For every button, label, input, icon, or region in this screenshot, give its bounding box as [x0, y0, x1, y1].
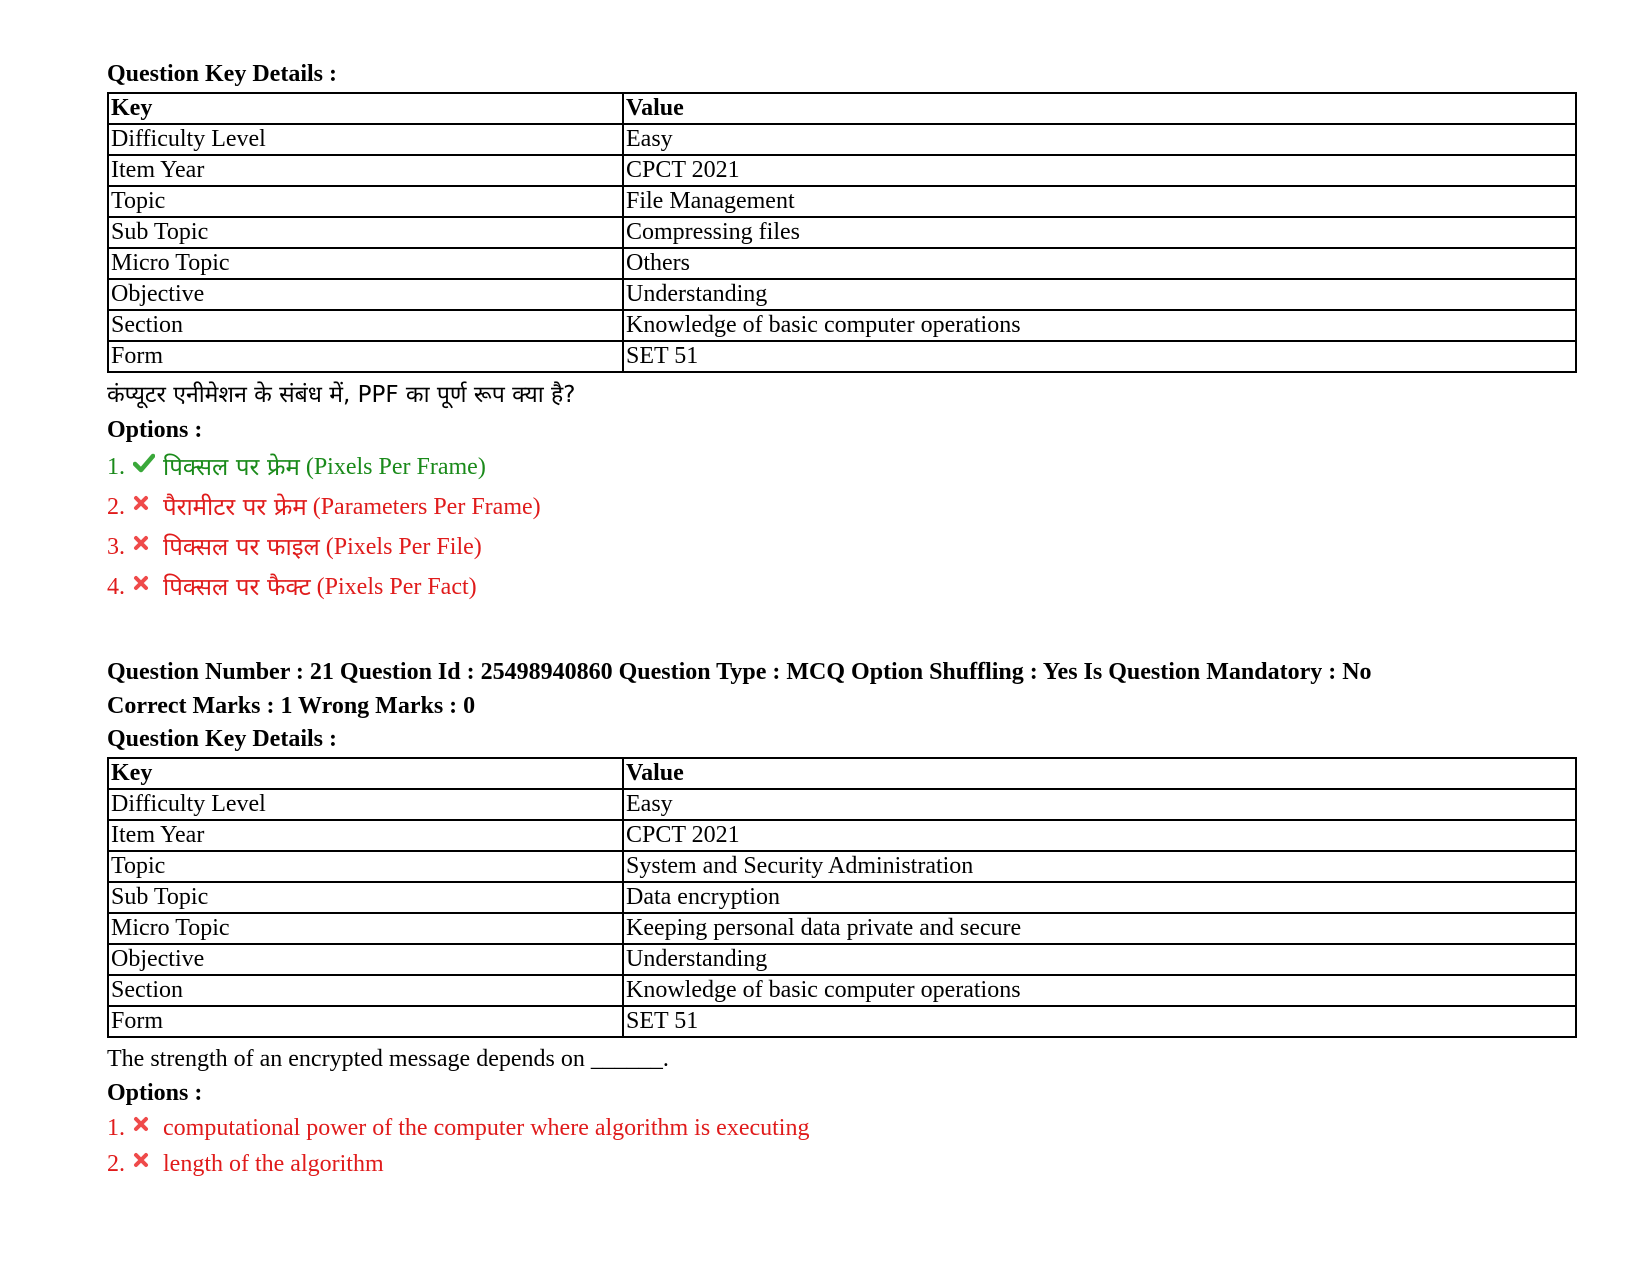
table-cell-key: Item Year: [108, 155, 623, 186]
table-row: [108, 124, 1576, 155]
option-item: [107, 447, 1577, 487]
table-row: [108, 186, 1576, 217]
table-cell-value: Easy: [623, 124, 1576, 155]
option-text-english: (Pixels Per Frame): [305, 454, 486, 480]
option-number: 3.: [107, 534, 125, 560]
table-cell-key: Difficulty Level: [108, 789, 623, 820]
table-row: [108, 820, 1576, 851]
question-text: कंप्यूटर एनीमेशन के संबंध में, PPF का पूर्ण रूप क्या है?: [107, 382, 576, 408]
table-cell-value: Easy: [623, 789, 1576, 820]
table-cell-key: Sub Topic: [108, 217, 623, 248]
table-cell-key: Micro Topic: [108, 248, 623, 279]
table-row: [108, 913, 1576, 944]
option-number: 2.: [107, 494, 125, 520]
table-cell-key: Objective: [108, 279, 623, 310]
option-item: [107, 1146, 1577, 1182]
table-row: [108, 975, 1576, 1006]
table-cell-value: Understanding: [623, 944, 1576, 975]
table-row: [108, 341, 1576, 372]
table-header-cell: Key: [108, 93, 623, 124]
table-cell-value: SET 51: [623, 341, 1576, 372]
option-number: 1.: [107, 1115, 125, 1141]
table-row: [108, 789, 1576, 820]
table-header-cell: Value: [623, 93, 1576, 124]
table-cell-key: Form: [108, 1006, 623, 1037]
option-text-english: (Pixels Per File): [325, 534, 482, 560]
option-text-hindi: पैरामीटर पर फ्रेम: [163, 493, 307, 521]
table-row: [108, 851, 1576, 882]
table-cell-value: CPCT 2021: [623, 155, 1576, 186]
table-cell-key: Item Year: [108, 820, 623, 851]
cross-icon: [133, 1116, 163, 1132]
question-text: The strength of an encrypted message depends on ______.: [107, 1046, 669, 1072]
option-item: [107, 487, 1577, 527]
document-page: [107, 58, 1577, 1182]
table-cell-value: Knowledge of basic computer operations: [623, 310, 1576, 341]
table-row: [108, 155, 1576, 186]
table-row: [108, 310, 1576, 341]
table-cell-value: System and Security Administration: [623, 851, 1576, 882]
table-cell-key: Form: [108, 341, 623, 372]
check-icon: [133, 453, 163, 473]
table-row: [108, 248, 1576, 279]
option-text-hindi: पिक्सल पर फैक्ट: [163, 573, 311, 601]
table-cell-value: Data encryption: [623, 882, 1576, 913]
table-cell-key: Section: [108, 310, 623, 341]
option-number: 1.: [107, 454, 125, 480]
option-item: [107, 1110, 1577, 1146]
table-header-row: [108, 93, 1576, 124]
cross-icon: [133, 575, 163, 591]
table-cell-key: Sub Topic: [108, 882, 623, 913]
table-cell-value: Compressing files: [623, 217, 1576, 248]
options-label: Options :: [107, 417, 203, 443]
table-row: [108, 882, 1576, 913]
question-meta-line: Question Number : 21 Question Id : 25498940860 Question Type : MCQ Option Shuffling : Yes Is Question Mandatory : No: [107, 659, 1372, 685]
option-number: 4.: [107, 574, 125, 600]
key-details-table: [107, 92, 1577, 373]
option-text-english: (Pixels Per Fact): [316, 574, 477, 600]
option-text-hindi: पिक्सल पर फ्रेम: [163, 453, 300, 481]
table-header-row: [108, 758, 1576, 789]
table-cell-value: Understanding: [623, 279, 1576, 310]
table-cell-value: Keeping personal data private and secure: [623, 913, 1576, 944]
option-item: [107, 527, 1577, 567]
key-details-heading: Question Key Details :: [107, 61, 337, 87]
table-cell-value: CPCT 2021: [623, 820, 1576, 851]
cross-icon: [133, 495, 163, 511]
table-cell-value: SET 51: [623, 1006, 1576, 1037]
table-row: [108, 944, 1576, 975]
table-cell-value: Knowledge of basic computer operations: [623, 975, 1576, 1006]
option-text-english: (Parameters Per Frame): [312, 494, 541, 520]
cross-icon: [133, 535, 163, 551]
key-details-heading: Question Key Details :: [107, 726, 337, 752]
table-row: [108, 279, 1576, 310]
option-item: [107, 567, 1577, 607]
table-header-cell: Value: [623, 758, 1576, 789]
key-details-table: [107, 757, 1577, 1038]
option-text-english: computational power of the computer where algorithm is executing: [163, 1115, 810, 1141]
table-cell-key: Topic: [108, 186, 623, 217]
option-number: 2.: [107, 1151, 125, 1177]
table-cell-key: Difficulty Level: [108, 124, 623, 155]
table-header-cell: Key: [108, 758, 623, 789]
option-text-hindi: पिक्सल पर फाइल: [163, 533, 320, 561]
table-row: [108, 1006, 1576, 1037]
cross-icon: [133, 1152, 163, 1168]
table-cell-key: Section: [108, 975, 623, 1006]
table-cell-value: File Management: [623, 186, 1576, 217]
table-row: [108, 217, 1576, 248]
options-label: Options :: [107, 1080, 203, 1106]
table-cell-key: Topic: [108, 851, 623, 882]
table-cell-key: Objective: [108, 944, 623, 975]
table-cell-value: Others: [623, 248, 1576, 279]
table-cell-key: Micro Topic: [108, 913, 623, 944]
option-text-english: length of the algorithm: [163, 1151, 384, 1177]
question-marks-line: Correct Marks : 1 Wrong Marks : 0: [107, 693, 476, 719]
